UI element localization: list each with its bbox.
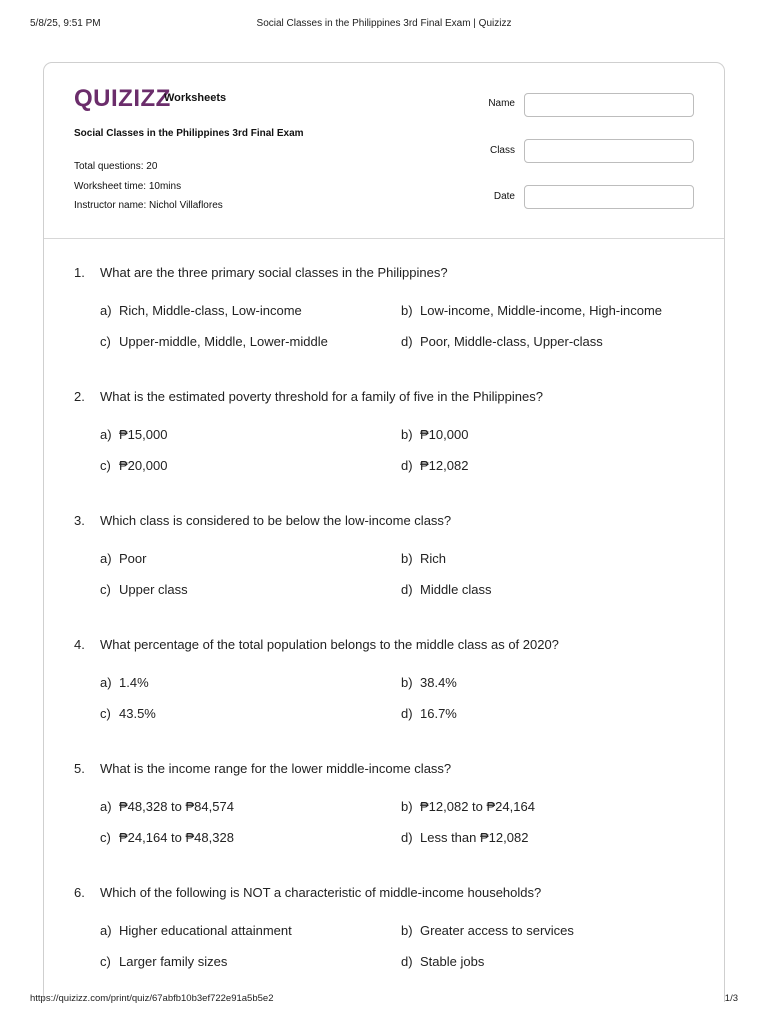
option: [401, 830, 528, 845]
option-text: Poor, Middle-class, Upper-class: [420, 334, 603, 349]
print-header: [30, 18, 738, 32]
option-text: Low-income, Middle-income, High-income: [420, 303, 663, 318]
option-text: Less than ₱12,082: [420, 830, 529, 845]
option-text: Higher educational attainment: [119, 923, 292, 938]
option: [401, 458, 468, 473]
option-letter: c): [100, 706, 111, 721]
option: [401, 334, 603, 349]
worksheet: [43, 62, 725, 1002]
option: [401, 427, 468, 442]
option: [100, 458, 167, 473]
option: [401, 551, 446, 566]
question: [74, 637, 696, 747]
option: [401, 675, 457, 690]
option-letter: d): [401, 334, 413, 349]
option-letter: a): [100, 551, 112, 566]
option-text: Upper-middle, Middle, Lower-middle: [119, 334, 328, 349]
option-letter: a): [100, 675, 112, 690]
option-text: 16.7%: [420, 706, 457, 721]
option-letter: c): [100, 954, 111, 969]
option-text: 43.5%: [119, 706, 156, 721]
worksheet-time: Worksheet time: 10mins: [74, 181, 182, 192]
class-field[interactable]: [524, 139, 694, 163]
option-letter: c): [100, 334, 111, 349]
option-text: Poor: [119, 551, 147, 566]
option: [100, 706, 156, 721]
option: [100, 675, 149, 690]
option-letter: b): [401, 427, 413, 442]
question: [74, 761, 696, 871]
option-text: ₱12,082: [420, 458, 469, 473]
total-questions: Total questions: 20: [74, 161, 158, 172]
logo-subtitle: Worksheets: [164, 92, 227, 104]
question-number: 4.: [74, 637, 85, 652]
option: [401, 923, 574, 938]
option-text: Upper class: [119, 582, 188, 597]
option-text: ₱48,328 to ₱84,574: [119, 799, 234, 814]
question: [74, 265, 696, 375]
question-text: What is the income range for the lower middle-income class?: [100, 761, 452, 776]
option-letter: c): [100, 458, 111, 473]
option-text: ₱20,000: [119, 458, 168, 473]
question-number: 6.: [74, 885, 85, 900]
class-label: Class: [489, 145, 515, 156]
option-text: 1.4%: [119, 675, 149, 690]
question-number: 1.: [74, 265, 85, 280]
option-text: Larger family sizes: [119, 954, 228, 969]
question-text: What percentage of the total population belongs to the middle class as of 2020?: [100, 637, 559, 652]
worksheet-title: Social Classes in the Philippines 3rd Final Exam: [74, 128, 304, 139]
option: [100, 551, 146, 566]
option-letter: d): [401, 830, 413, 845]
question-text: Which class is considered to be below the low-income class?: [100, 513, 452, 528]
worksheet-header: [44, 63, 724, 239]
option-letter: b): [401, 799, 413, 814]
option-letter: d): [401, 458, 413, 473]
option-text: Greater access to services: [420, 923, 574, 938]
instructor-name: Instructor name: Nichol Villaflores: [74, 200, 223, 211]
option-letter: b): [401, 303, 413, 318]
question-number: 5.: [74, 761, 85, 776]
option-letter: b): [401, 675, 413, 690]
print-url: https://quizizz.com/print/quiz/67abfb10b3ef722e91a5b5e2: [30, 993, 274, 1004]
option-letter: c): [100, 582, 111, 597]
option-letter: a): [100, 303, 112, 318]
option: [100, 923, 292, 938]
option: [401, 954, 484, 969]
option: [401, 303, 662, 318]
option-letter: b): [401, 551, 413, 566]
option-text: Stable jobs: [420, 954, 485, 969]
option-text: ₱12,082 to ₱24,164: [420, 799, 535, 814]
option-letter: a): [100, 427, 112, 442]
option-text: ₱10,000: [420, 427, 469, 442]
option: [100, 954, 227, 969]
option-letter: d): [401, 706, 413, 721]
option: [100, 830, 234, 845]
question: [74, 513, 696, 623]
print-footer: [30, 993, 738, 1007]
option-letter: a): [100, 799, 112, 814]
question-text: What is the estimated poverty threshold for a family of five in the Philippines?: [100, 389, 543, 404]
option: [100, 427, 167, 442]
option: [401, 582, 492, 597]
question: [74, 885, 696, 995]
option: [401, 706, 457, 721]
option-text: ₱15,000: [119, 427, 168, 442]
name-label: Name: [488, 98, 515, 109]
option-letter: d): [401, 582, 413, 597]
option-text: Rich, Middle-class, Low-income: [119, 303, 302, 318]
print-timestamp: 5/8/25, 9:51 PM: [30, 18, 101, 29]
option-letter: c): [100, 830, 111, 845]
option: [100, 582, 188, 597]
option: [100, 799, 234, 814]
option-letter: b): [401, 923, 413, 938]
date-field[interactable]: [524, 185, 694, 209]
option: [401, 799, 535, 814]
option-text: 38.4%: [420, 675, 457, 690]
date-label: Date: [493, 191, 515, 202]
option: [100, 334, 328, 349]
option-text: Rich: [420, 551, 447, 566]
option: [100, 303, 302, 318]
question-number: 3.: [74, 513, 85, 528]
option-text: ₱24,164 to ₱48,328: [119, 830, 234, 845]
question-text: Which of the following is NOT a characteristic of middle-income households?: [100, 885, 542, 900]
quizizz-logo: QUIZIZZ: [74, 85, 171, 112]
question: [74, 389, 696, 499]
question-text: What are the three primary social classes in the Philippines?: [100, 265, 448, 280]
option-text: Middle class: [420, 582, 492, 597]
option-letter: d): [401, 954, 413, 969]
print-page-title: Social Classes in the Philippines 3rd Final Exam | Quizizz: [256, 18, 512, 29]
question-number: 2.: [74, 389, 85, 404]
name-field[interactable]: [524, 93, 694, 117]
option-letter: a): [100, 923, 112, 938]
page-number: 1/3: [724, 993, 738, 1004]
